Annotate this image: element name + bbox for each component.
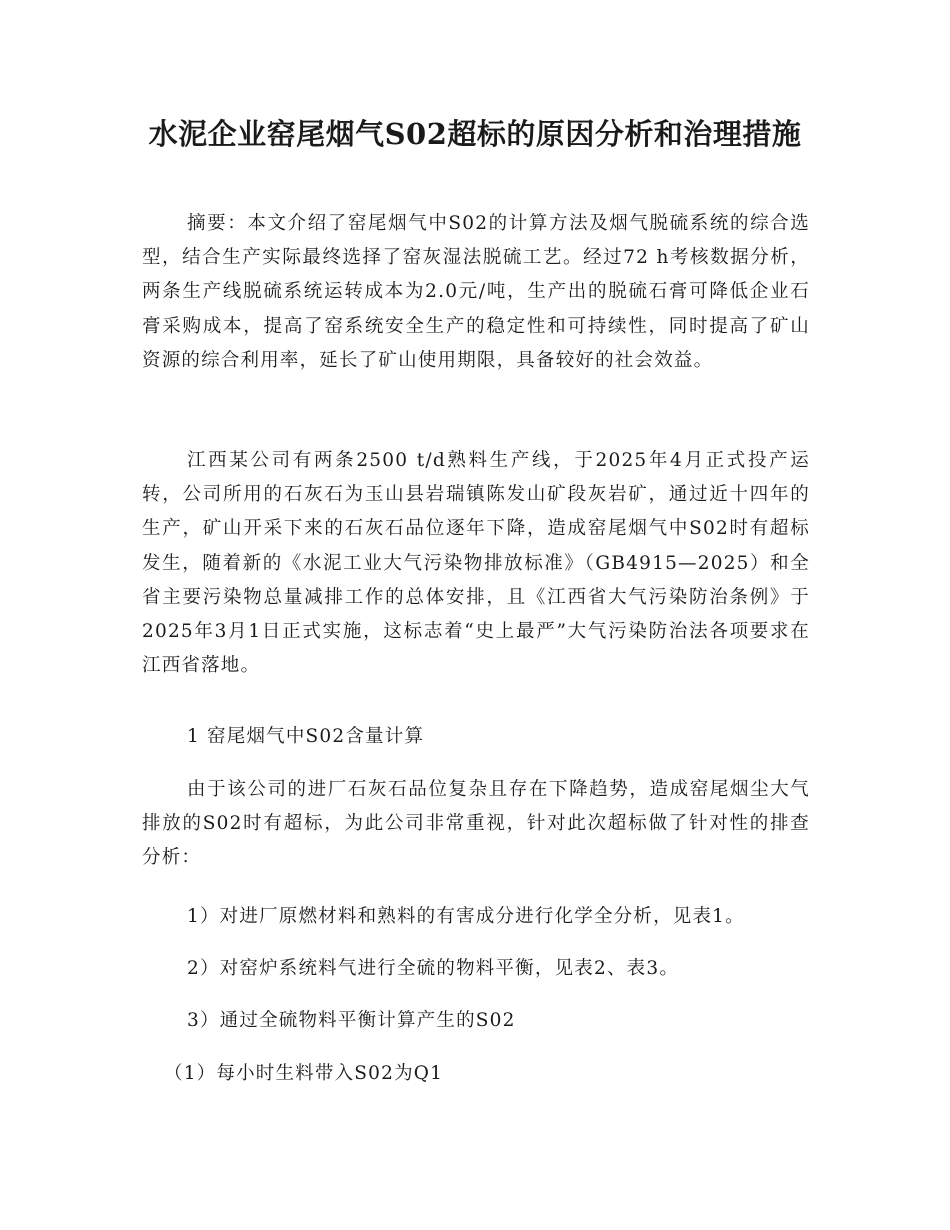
list-item-2: 2）对窑炉系统料气进行全硫的物料平衡，见表2、表3。 — [187, 958, 680, 979]
sub-item-1: （1）每小时生料带入S02为Q1 — [164, 1063, 444, 1084]
section-1-paragraph: 由于该公司的进厂石灰石品位复杂且存在下降趋势，造成窑尾烟尘大气排放的S02时有超标，为此公司非常重视，针对此次超标做了针对性的排查分析： — [142, 779, 810, 869]
list-item-3: 3）通过全硫物料平衡计算产生的S02 — [187, 1010, 516, 1031]
list-item-1: 1）对进厂原燃材料和熟料的有害成分进行化学全分析，见表1。 — [187, 906, 745, 927]
abstract-paragraph: 摘要：本文介绍了窑尾烟气中S02的计算方法及烟气脱硫系统的综合选型，结合生产实际最终选择了窑灰湿法脱硫工艺。经过72 h考核数据分析，两条生产线脱硫系统运转成本为2.0元/吨，生产出的脱硫石膏可降低企业石膏采购成本，提高了窑系统安全生产的稳定性和可持续性，同时提高了矿山资源的综合利用率，延长了矿山使用期限，具备较好的社会效益。 — [142, 213, 810, 371]
intro-paragraph: 江西某公司有两条2500 t/d熟料生产线，于2025年4月正式投产运转，公司所用的石灰石为玉山县岩瑞镇陈发山矿段灰岩矿，通过近十四年的生产，矿山开采下来的石灰石品位逐年下降，造成窑尾烟气中S02时有超标发生，随着新的《水泥工业大气污染物排放标准》（GB4915—2025）和全省主要污染物总量减排工作的总体安排，且《江西省大气污染防治条例》于2025年3月1日正式实施，这标志着“史上最严”大气污染防治法各项要求在江西省落地。 — [142, 450, 810, 677]
document-title: 水泥企业窑尾烟气S02超标的原因分析和治理措施 — [148, 117, 802, 151]
section-1-heading: 1 窑尾烟气中S02含量计算 — [187, 726, 425, 747]
